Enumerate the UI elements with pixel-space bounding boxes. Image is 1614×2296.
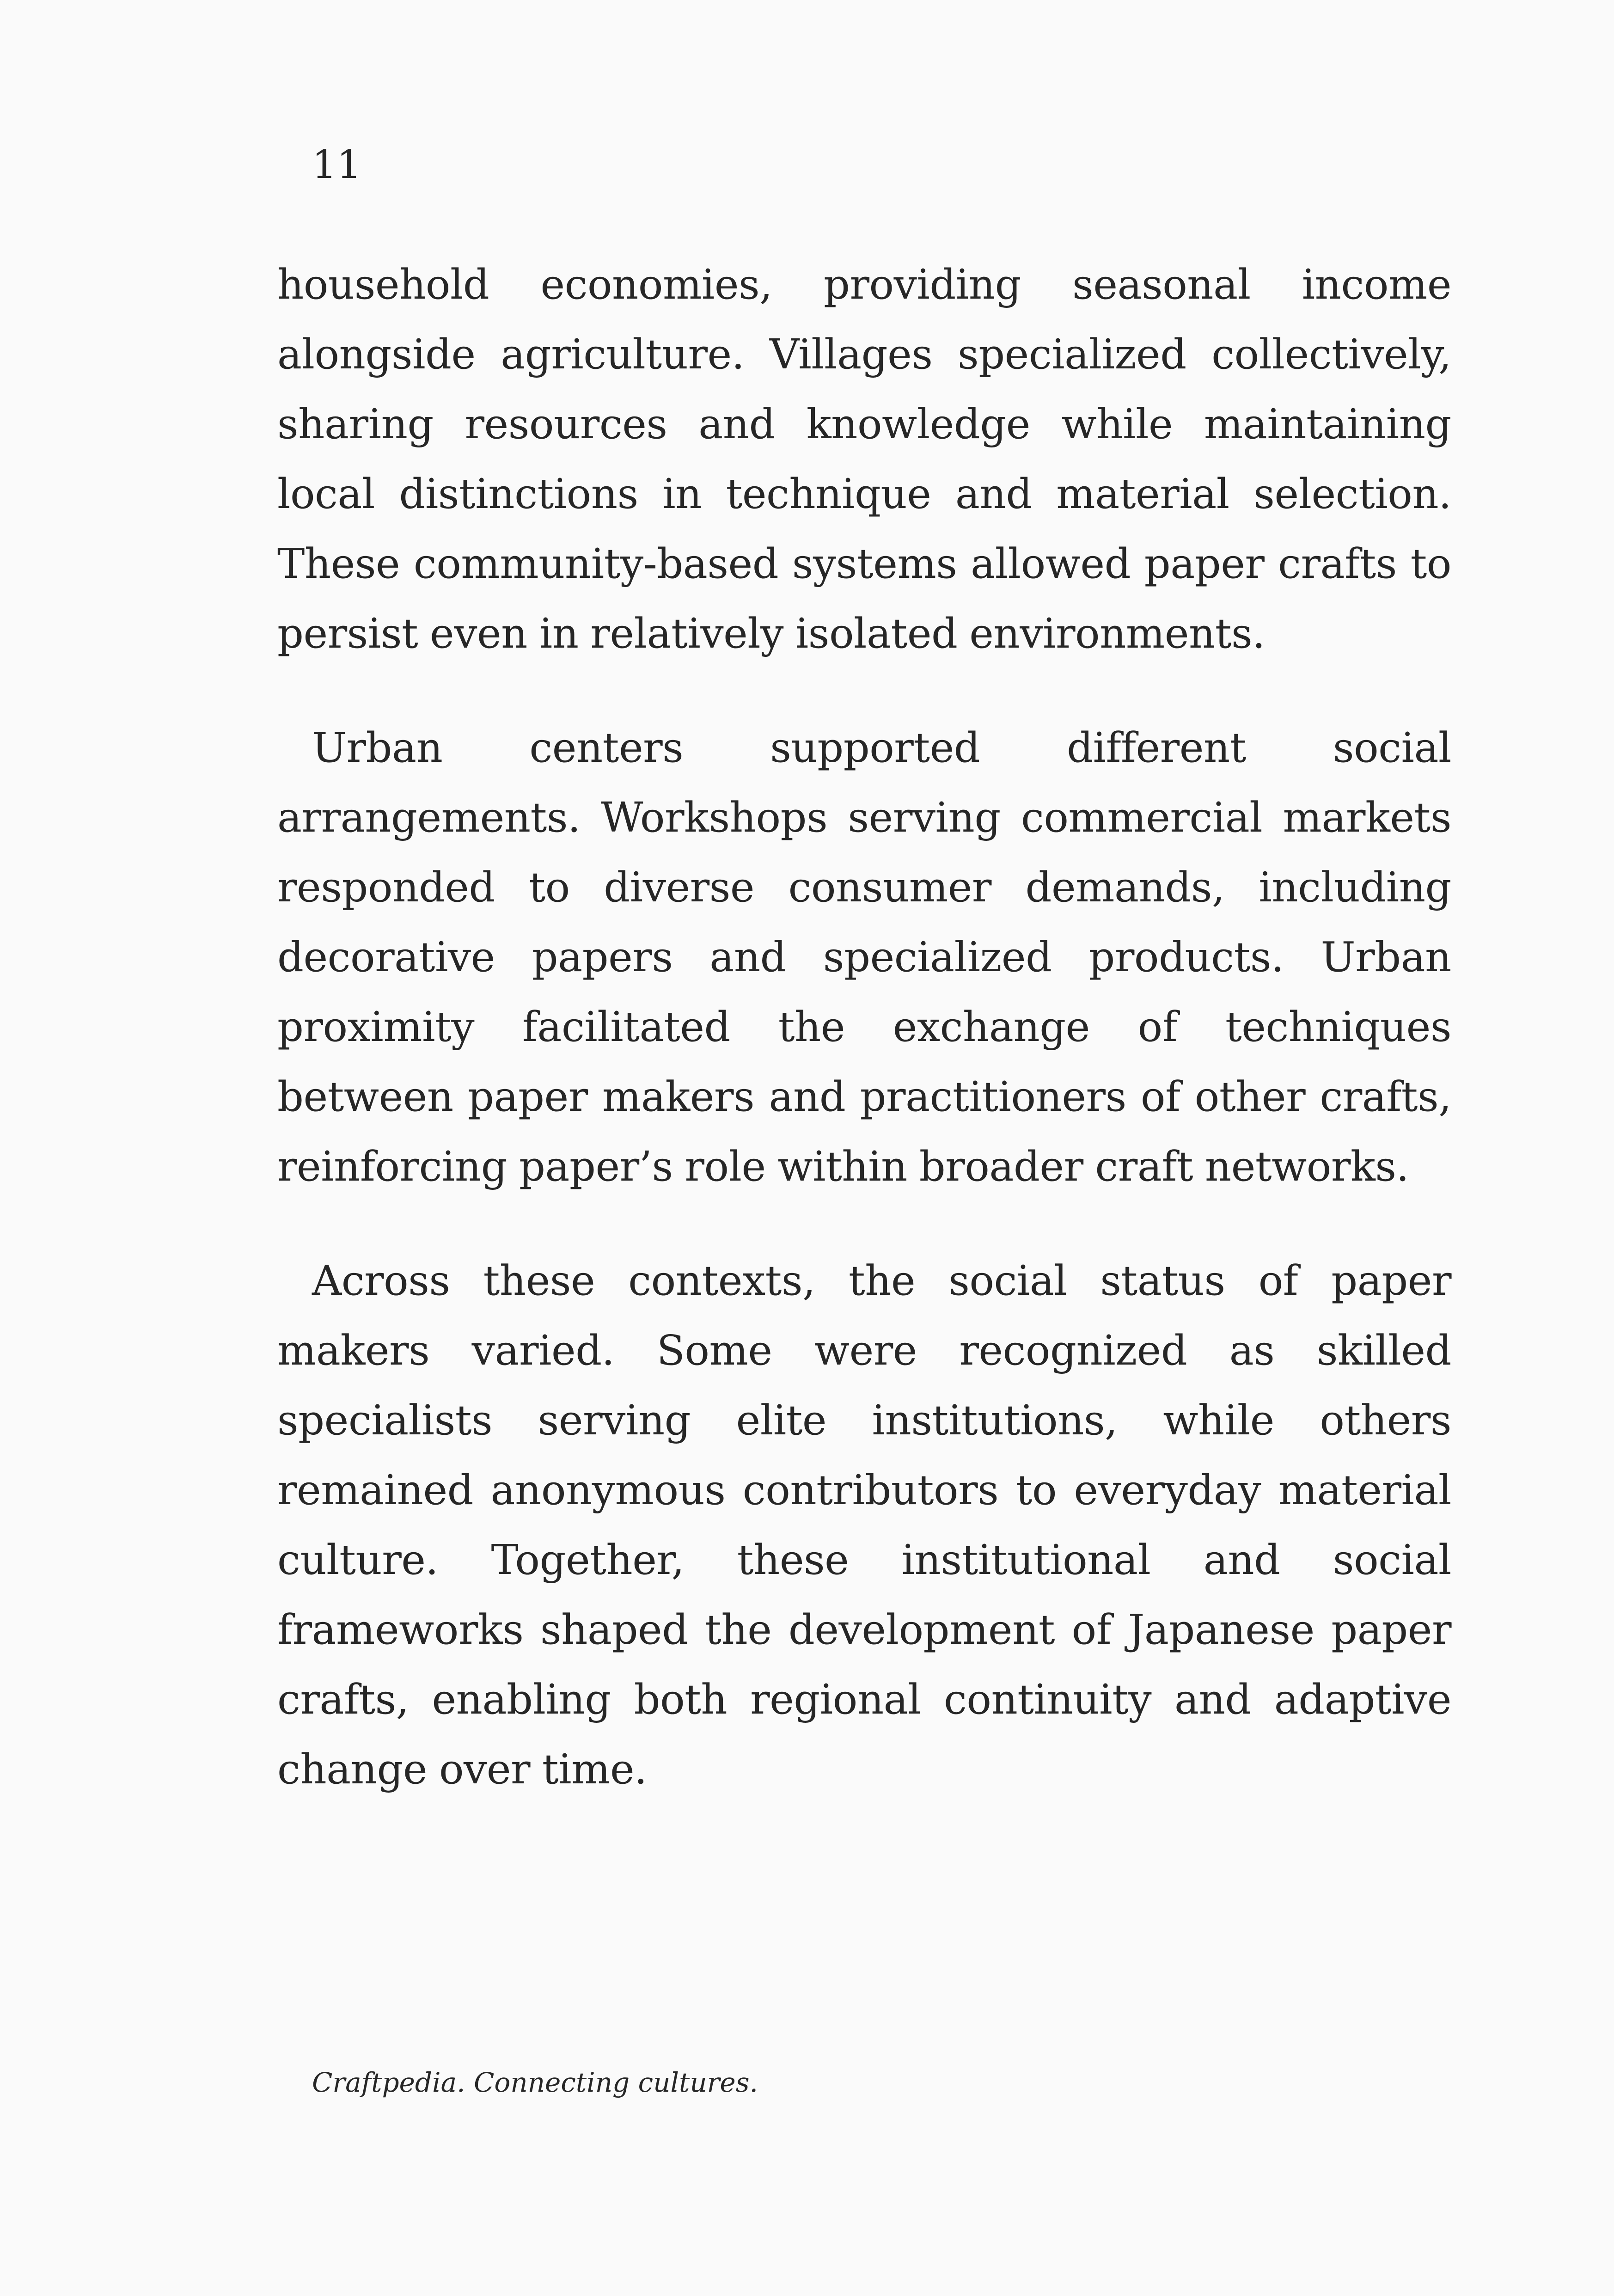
paragraph: Across these contexts, the social status of paper makers varied. Some were recognized as skilled specialists serving elite institutions, while others remained anonymous contributors to everyday material culture. Together, these institutional and social frameworks shaped the development of Japanese paper crafts, enabling both regional continuity and adaptive change over time. xyxy=(277,1256,1451,1793)
paragraph: Urban centers supported different social arrangements. Workshops serving commercial markets responded to diverse consumer demands, including decorative papers and specialized products. Urban proximity facilitated the exchange of techniques between paper makers and practitioners of other crafts, reinforcing paper’s role within broader craft networks. xyxy=(277,723,1451,1190)
footer-tagline: Craftpedia. Connecting cultures. xyxy=(312,2067,758,2098)
page-number: 11 xyxy=(312,142,361,187)
paragraph: household economies, providing seasonal income alongside agriculture. Villages specialized collectively, sharing resources and knowledge while maintaining local distinctions in technique and material selection. These community-based systems allowed paper crafts to persist even in relatively isolated environments. xyxy=(277,260,1451,657)
body-text xyxy=(277,250,1451,1849)
